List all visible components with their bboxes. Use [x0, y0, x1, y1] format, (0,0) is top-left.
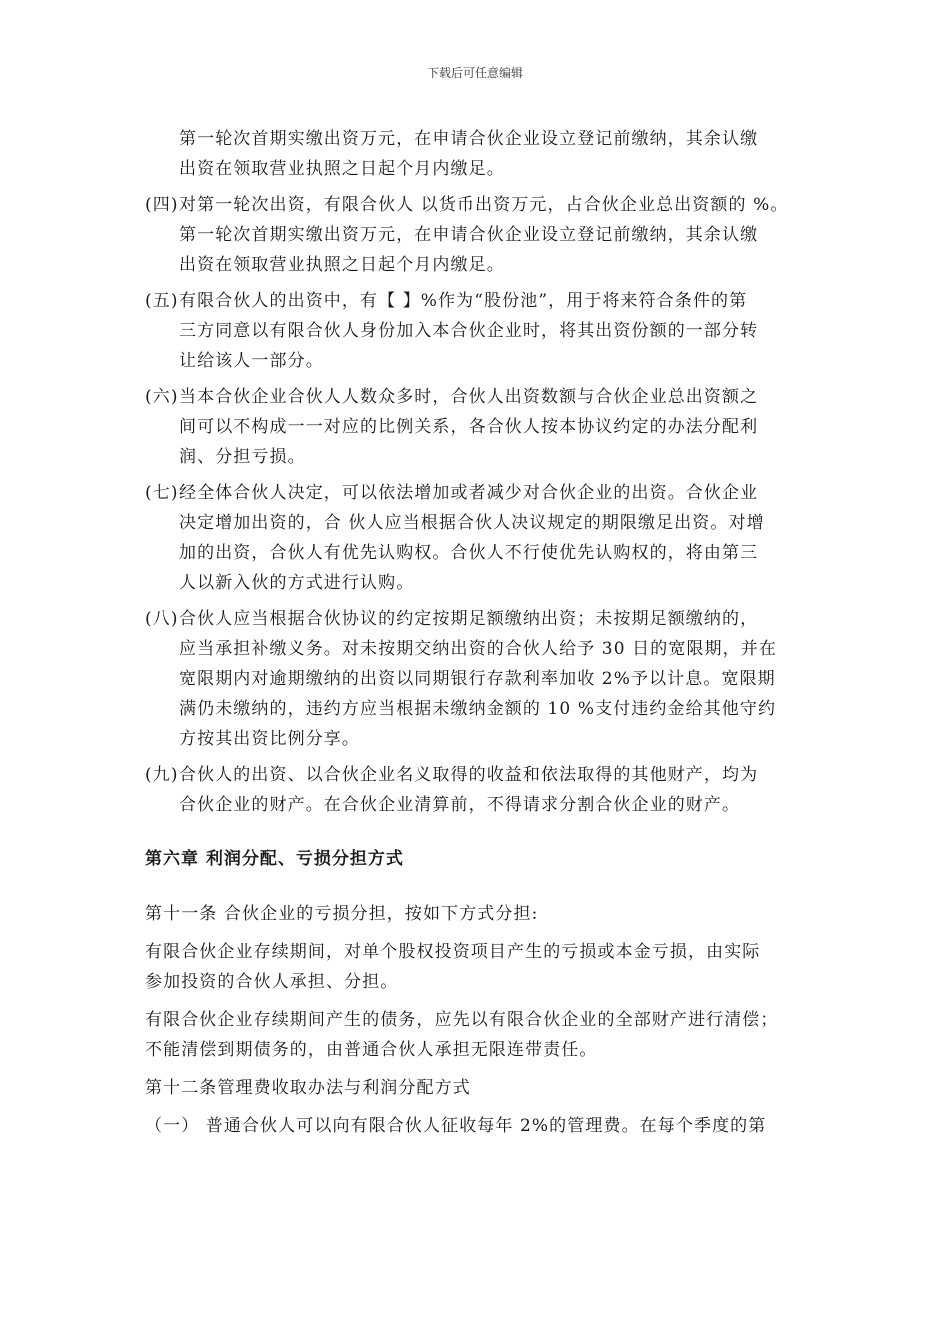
article-11-paragraph-2 [145, 1005, 815, 1065]
item-number: (七) [145, 483, 179, 503]
item-number: (六) [145, 387, 179, 407]
text-line: 经全体合伙人决定，可以依法增加或者减少对合伙企业的出资。合伙企业 [179, 483, 759, 503]
list-item-6 [145, 382, 815, 472]
list-item-8 [145, 604, 815, 754]
item-number: (九) [145, 765, 179, 785]
text-line: 第一轮次首期实缴出资万元，在申请合伙企业设立登记前缴纳，其余认缴 [179, 129, 759, 149]
intro-paragraph [145, 124, 815, 184]
document-body [145, 124, 815, 1141]
text-line: 当本合伙企业合伙人人数众多时，合伙人出资数额与合伙企业总出资额之 [179, 387, 759, 407]
list-item-4 [145, 190, 815, 280]
text-line: 合伙企业的财产。在合伙企业清算前，不得请求分割合伙企业的财产。 [179, 795, 741, 815]
text-line: 人以新入伙的方式进行认购。 [179, 573, 415, 593]
text-line: 让给该人一部分。 [179, 351, 324, 371]
text-line: 有限合伙企业存续期间产生的债务，应先以有限合伙企业的全部财产进行清偿； [145, 1010, 779, 1030]
article-11-paragraph-1 [145, 937, 815, 997]
item-number: (四) [145, 195, 179, 215]
text-line: 第一轮次首期实缴出资万元，在申请合伙企业设立登记前缴纳，其余认缴 [179, 225, 759, 245]
text-line: 有限合伙人的出资中，有【 】%作为“股份池”，用于将来符合条件的第 [179, 291, 748, 311]
article-12-item-1: （一） 普通合伙人可以向有限合伙人征收每年 2%的管理费。在每个季度的第 [145, 1116, 767, 1136]
text-line: 有限合伙企业存续期间，对单个股权投资项目产生的亏损或本金亏损，由实际 [145, 942, 761, 962]
text-line: 参加投资的合伙人承担、分担。 [145, 972, 399, 992]
text-line: 决定增加出资的，合 伙人应当根据合伙人决议规定的期限缴足出资。对增 [179, 513, 765, 533]
text-line: 出资在领取营业执照之日起个月内缴足。 [179, 159, 505, 179]
text-line: 合伙人的出资、以合伙企业名义取得的收益和依法取得的其他财产，均为 [179, 765, 759, 785]
text-line: 出资在领取营业执照之日起个月内缴足。 [179, 255, 505, 275]
list-item-5 [145, 286, 815, 376]
article-11-title: 第十一条 合伙企业的亏损分担，按如下方式分担: [145, 904, 539, 924]
article-12-title: 第十二条管理费收取办法与利润分配方式 [145, 1078, 471, 1098]
text-line: 间可以不构成一一对应的比例关系，各合伙人按本协议约定的办法分配利 [179, 417, 759, 437]
text-line: 宽限期内对逾期缴纳的出资以同期银行存款利率加收 2%予以计息。宽限期 [179, 669, 776, 689]
list-item-9 [145, 760, 815, 820]
text-line: 加的出资，合伙人有优先认购权。合伙人不行使优先认购权的，将由第三 [179, 543, 759, 563]
chapter-heading: 第六章 利润分配、亏损分担方式 [145, 849, 404, 869]
item-number: (八) [145, 609, 179, 629]
list-item-7 [145, 478, 815, 598]
text-line: 方按其出资比例分享。 [179, 729, 360, 749]
page-header: 下载后可任意编辑 [426, 66, 523, 80]
text-line: 三方同意以有限合伙人身份加入本合伙企业时，将其出资份额的一部分转 [179, 321, 759, 341]
text-line: 应当承担补缴义务。对未按期交纳出资的合伙人给予 30 日的宽限期，并在 [179, 639, 777, 659]
text-line: 不能清偿到期债务的，由普通合伙人承担无限连带责任。 [145, 1040, 598, 1060]
item-number: (五) [145, 291, 179, 311]
text-line: 合伙人应当根据合伙协议的约定按期足额缴纳出资；未按期足额缴纳的， [179, 609, 759, 629]
text-line: 润、分担亏损。 [179, 447, 306, 467]
text-line: 满仍未缴纳的，违约方应当根据未缴纳金额的 10 %支付违约金给其他守约 [179, 699, 777, 719]
text-line: 对第一轮次出资，有限合伙人 以货币出资万元，占合伙企业总出资额的 %。 [179, 195, 789, 215]
